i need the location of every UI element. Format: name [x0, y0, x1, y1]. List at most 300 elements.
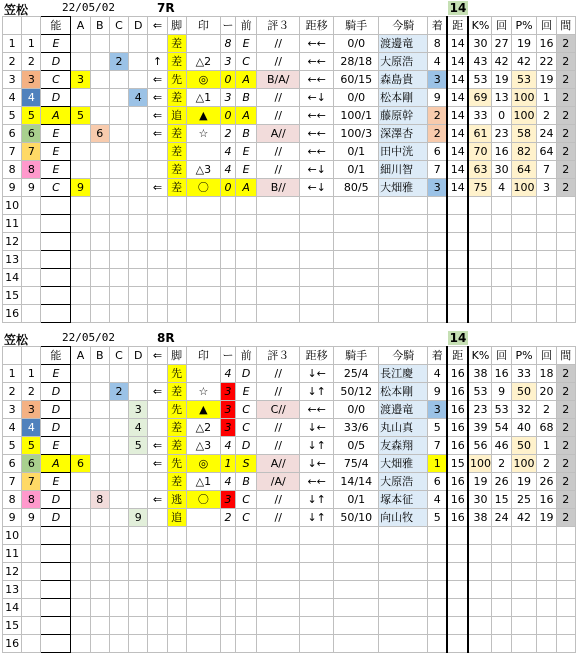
- cell-arr: ⇐: [148, 71, 167, 89]
- cell-p1: 16: [537, 491, 556, 509]
- column-header-m: ー: [221, 347, 236, 365]
- cell-mark: ◎: [186, 71, 220, 89]
- cell-arr: [148, 35, 167, 53]
- cell-m: [221, 233, 236, 251]
- cell-cur: 大畑雅: [379, 455, 428, 473]
- cell-style: [167, 581, 186, 599]
- cell-m: 1: [221, 455, 236, 473]
- cell-iv: [556, 215, 575, 233]
- cell-mark: [186, 143, 220, 161]
- cell-m: [221, 545, 236, 563]
- cell-m: 3: [221, 491, 236, 509]
- cell-mark: [186, 215, 220, 233]
- cell-a: [71, 53, 90, 71]
- cell-c: [109, 599, 128, 617]
- cell-b: [90, 287, 109, 305]
- cell-b: [90, 71, 109, 89]
- cell-p1: 26: [537, 473, 556, 491]
- cell-c: [109, 581, 128, 599]
- table-row[interactable]: [3, 179, 576, 197]
- cell-fin: [428, 635, 447, 653]
- cell-k1: 26: [492, 473, 511, 491]
- table-row[interactable]: [3, 89, 576, 107]
- cell-pp: 100: [511, 455, 537, 473]
- cell-ev: [257, 581, 300, 599]
- cell-mark: [186, 305, 220, 323]
- cell-n: 7: [3, 143, 22, 161]
- cell-fin: 2: [428, 125, 447, 143]
- cell-d: [129, 473, 148, 491]
- cell-c: [109, 107, 128, 125]
- cell-cur: 大原浩: [379, 473, 428, 491]
- cell-arr: [148, 215, 167, 233]
- cell-pp: [511, 215, 537, 233]
- cell-kp: [468, 251, 492, 269]
- cell-arr: [148, 401, 167, 419]
- cell-dm: [300, 215, 334, 233]
- cell-w: [22, 269, 41, 287]
- cell-dist: 14: [447, 161, 468, 179]
- table-row[interactable]: [3, 53, 576, 71]
- column-header-c: C: [109, 17, 128, 35]
- cell-jock: [334, 269, 379, 287]
- cell-a: [71, 161, 90, 179]
- cell-d: [129, 35, 148, 53]
- cell-n: 9: [3, 179, 22, 197]
- cell-style: 差: [167, 53, 186, 71]
- cell-k1: 13: [492, 89, 511, 107]
- column-header-style: 脚: [167, 17, 186, 35]
- cell-dist: 16: [447, 509, 468, 527]
- cell-fin: 8: [428, 35, 447, 53]
- cell-style: 差: [167, 125, 186, 143]
- cell-dm: ↓↑: [300, 491, 334, 509]
- cell-w: 8: [22, 161, 41, 179]
- cell-cur: 渡邊竜: [379, 35, 428, 53]
- cell-arr: ⇐: [148, 89, 167, 107]
- cell-k1: 46: [492, 437, 511, 455]
- cell-fin: 3: [428, 71, 447, 89]
- cell-k1: 42: [492, 53, 511, 71]
- column-header-a: A: [71, 17, 90, 35]
- table-row[interactable]: [3, 71, 576, 89]
- column-header-kp: K%: [468, 17, 492, 35]
- cell-n: 14: [3, 269, 22, 287]
- cell-jock: 14/14: [334, 473, 379, 491]
- cell-arr: ↑: [148, 53, 167, 71]
- cell-c: [109, 419, 128, 437]
- cell-c: [109, 455, 128, 473]
- cell-prev: [235, 251, 256, 269]
- cell-style: 差: [167, 35, 186, 53]
- cell-jock: 50/12: [334, 383, 379, 401]
- cell-kp: 56: [468, 437, 492, 455]
- column-header-k1: 回: [492, 17, 511, 35]
- cell-ev: B/A/: [257, 71, 300, 89]
- table-row[interactable]: [3, 491, 576, 509]
- cell-p1: [537, 527, 556, 545]
- cell-n: 14: [3, 599, 22, 617]
- column-header-mark: 印: [186, 17, 220, 35]
- cell-m: 0: [221, 179, 236, 197]
- table-row[interactable]: [3, 455, 576, 473]
- cell-mark: [186, 197, 220, 215]
- cell-a: [71, 581, 90, 599]
- race-number: 7R: [157, 1, 175, 15]
- cell-n: 3: [3, 71, 22, 89]
- cell-d: [129, 491, 148, 509]
- cell-style: 追: [167, 107, 186, 125]
- cell-cur: 松本剛: [379, 89, 428, 107]
- table-row[interactable]: [3, 143, 576, 161]
- table-row[interactable]: [3, 365, 576, 383]
- cell-iv: 2: [556, 35, 575, 53]
- column-header-prev: 前: [235, 17, 256, 35]
- cell-w: [22, 635, 41, 653]
- cell-m: 8: [221, 35, 236, 53]
- cell-iv: 2: [556, 179, 575, 197]
- cell-cur: 松本剛: [379, 383, 428, 401]
- cell-mark: [186, 635, 220, 653]
- cell-d: [129, 563, 148, 581]
- cell-prev: C: [235, 53, 256, 71]
- cell-mark: △3: [186, 437, 220, 455]
- cell-fin: 3: [428, 179, 447, 197]
- cell-iv: [556, 251, 575, 269]
- cell-k1: [492, 599, 511, 617]
- cell-m: 4: [221, 437, 236, 455]
- cell-fin: 4: [428, 53, 447, 71]
- table-row[interactable]: [3, 473, 576, 491]
- cell-style: [167, 197, 186, 215]
- race-block-7r: [0, 0, 578, 323]
- cell-ev: [257, 599, 300, 617]
- cell-b: [90, 233, 109, 251]
- cell-arr: [148, 581, 167, 599]
- cell-d: [129, 143, 148, 161]
- cell-pp: 19: [511, 473, 537, 491]
- cell-dm: ←←: [300, 143, 334, 161]
- cell-pp: [511, 233, 537, 251]
- cell-arr: [148, 251, 167, 269]
- column-header-dm: 距移: [300, 347, 334, 365]
- empty-row: [3, 527, 576, 545]
- cell-b: [90, 455, 109, 473]
- cell-style: 追: [167, 509, 186, 527]
- cell-b: [90, 305, 109, 323]
- cell-a: [71, 617, 90, 635]
- cell-dist: [447, 251, 468, 269]
- cell-d: [129, 269, 148, 287]
- cell-p1: 2: [537, 455, 556, 473]
- cell-fin: 3: [428, 401, 447, 419]
- cell-d: [129, 251, 148, 269]
- cell-w: [22, 599, 41, 617]
- cell-w: 4: [22, 419, 41, 437]
- cell-dist: [447, 581, 468, 599]
- cell-cur: 友森翔: [379, 437, 428, 455]
- cell-jock: [334, 527, 379, 545]
- cell-d: [129, 197, 148, 215]
- cell-a: [71, 215, 90, 233]
- cell-cur: [379, 197, 428, 215]
- cell-style: [167, 545, 186, 563]
- cell-w: 8: [22, 491, 41, 509]
- cell-m: [221, 251, 236, 269]
- cell-mark: [186, 527, 220, 545]
- cell-dist: [447, 233, 468, 251]
- cell-m: 4: [221, 473, 236, 491]
- cell-jock: 75/4: [334, 455, 379, 473]
- cell-fin: [428, 305, 447, 323]
- cell-d: [129, 455, 148, 473]
- cell-c: [109, 491, 128, 509]
- cell-p1: [537, 617, 556, 635]
- cell-c: [109, 179, 128, 197]
- cell-jock: [334, 635, 379, 653]
- cell-dm: ←←: [300, 71, 334, 89]
- cell-jock: 100/1: [334, 107, 379, 125]
- cell-arr: [148, 509, 167, 527]
- cell-kp: 38: [468, 365, 492, 383]
- cell-m: [221, 599, 236, 617]
- cell-dist: 14: [447, 53, 468, 71]
- cell-pp: 19: [511, 35, 537, 53]
- cell-kp: 100: [468, 455, 492, 473]
- cell-kp: 38: [468, 509, 492, 527]
- cell-iv: 2: [556, 161, 575, 179]
- cell-p1: 7: [537, 161, 556, 179]
- cell-arr: [148, 599, 167, 617]
- cell-kp: [468, 527, 492, 545]
- cell-pp: 25: [511, 491, 537, 509]
- table-row[interactable]: [3, 107, 576, 125]
- cell-b: [90, 197, 109, 215]
- cell-pp: 42: [511, 509, 537, 527]
- cell-a: [71, 635, 90, 653]
- cell-b: [90, 527, 109, 545]
- table-row[interactable]: [3, 383, 576, 401]
- cell-prev: [235, 215, 256, 233]
- cell-cur: [379, 635, 428, 653]
- cell-w: [22, 233, 41, 251]
- cell-dist: [447, 527, 468, 545]
- cell-pp: 32: [511, 401, 537, 419]
- cell-ev: //: [257, 509, 300, 527]
- cell-n: 13: [3, 581, 22, 599]
- cell-style: [167, 287, 186, 305]
- cell-pp: [511, 563, 537, 581]
- cell-c: [109, 401, 128, 419]
- cell-a: [71, 437, 90, 455]
- cell-arr: [148, 269, 167, 287]
- cell-c: [109, 71, 128, 89]
- cell-m: 4: [221, 161, 236, 179]
- cell-p1: [537, 215, 556, 233]
- cell-mark: ☆: [186, 125, 220, 143]
- cell-k1: 30: [492, 161, 511, 179]
- cell-w: [22, 305, 41, 323]
- cell-b: [90, 35, 109, 53]
- cell-fin: 5: [428, 509, 447, 527]
- cell-prev: C: [235, 491, 256, 509]
- cell-iv: 2: [556, 491, 575, 509]
- cell-p1: 1: [537, 89, 556, 107]
- cell-iv: [556, 617, 575, 635]
- entry-table: [2, 16, 576, 323]
- cell-iv: 2: [556, 437, 575, 455]
- column-header-jock: 騎手: [334, 17, 379, 35]
- cell-dm: ←←: [300, 35, 334, 53]
- cell-style: [167, 251, 186, 269]
- cell-mark: ◎: [186, 455, 220, 473]
- table-row[interactable]: [3, 125, 576, 143]
- cell-ev: [257, 305, 300, 323]
- entry-table: [2, 346, 576, 653]
- cell-n: 10: [3, 197, 22, 215]
- table-row[interactable]: [3, 437, 576, 455]
- cell-dm: [300, 527, 334, 545]
- table-row[interactable]: [3, 419, 576, 437]
- cell-pp: 40: [511, 419, 537, 437]
- cell-pp: 33: [511, 365, 537, 383]
- table-row[interactable]: [3, 35, 576, 53]
- column-header-k1: 回: [492, 347, 511, 365]
- race-header: [0, 0, 578, 16]
- race-date: 22/05/02: [62, 1, 115, 14]
- cell-ev: //: [257, 437, 300, 455]
- column-header-prev: 前: [235, 347, 256, 365]
- cell-pp: [511, 617, 537, 635]
- distance-change-badge: 14: [449, 1, 467, 15]
- cell-ev: //: [257, 143, 300, 161]
- cell-cur: 向山牧: [379, 509, 428, 527]
- cell-a: [71, 599, 90, 617]
- cell-d: [129, 125, 148, 143]
- cell-dm: ↓←: [300, 365, 334, 383]
- cell-m: [221, 215, 236, 233]
- table-row[interactable]: [3, 401, 576, 419]
- cell-kp: 23: [468, 401, 492, 419]
- cell-p1: 19: [537, 509, 556, 527]
- cell-pp: [511, 269, 537, 287]
- cell-c: [109, 143, 128, 161]
- column-header-cur: 今騎: [379, 17, 428, 35]
- cell-d: [129, 527, 148, 545]
- cell-d: [129, 617, 148, 635]
- cell-pp: [511, 251, 537, 269]
- cell-d: [129, 365, 148, 383]
- cell-b: [90, 365, 109, 383]
- cell-kp: 33: [468, 107, 492, 125]
- cell-jock: 33/6: [334, 419, 379, 437]
- cell-k1: [492, 287, 511, 305]
- cell-w: [22, 215, 41, 233]
- cell-no: [41, 233, 71, 251]
- cell-w: 2: [22, 383, 41, 401]
- cell-kp: [468, 635, 492, 653]
- cell-w: [22, 581, 41, 599]
- cell-k1: [492, 545, 511, 563]
- cell-prev: [235, 527, 256, 545]
- cell-w: 6: [22, 455, 41, 473]
- cell-prev: A: [235, 71, 256, 89]
- column-header-kp: K%: [468, 347, 492, 365]
- cell-kp: [468, 545, 492, 563]
- cell-kp: 53: [468, 383, 492, 401]
- cell-k1: 27: [492, 35, 511, 53]
- cell-pp: [511, 599, 537, 617]
- cell-n: 6: [3, 125, 22, 143]
- cell-pp: [511, 545, 537, 563]
- cell-no: E: [41, 161, 71, 179]
- cell-no: [41, 251, 71, 269]
- cell-k1: 53: [492, 401, 511, 419]
- cell-p1: [537, 581, 556, 599]
- table-header-row: [3, 347, 576, 365]
- table-row[interactable]: [3, 161, 576, 179]
- cell-prev: C: [235, 401, 256, 419]
- cell-a: [71, 305, 90, 323]
- cell-dist: 16: [447, 365, 468, 383]
- cell-c: [109, 125, 128, 143]
- table-row[interactable]: [3, 509, 576, 527]
- race-number: 8R: [157, 331, 175, 345]
- cell-a: [71, 383, 90, 401]
- cell-dist: [447, 563, 468, 581]
- cell-iv: [556, 233, 575, 251]
- cell-b: 8: [90, 491, 109, 509]
- cell-c: [109, 545, 128, 563]
- cell-jock: 80/5: [334, 179, 379, 197]
- cell-dm: [300, 305, 334, 323]
- cell-kp: [468, 305, 492, 323]
- cell-n: 7: [3, 473, 22, 491]
- cell-jock: 25/4: [334, 365, 379, 383]
- cell-c: [109, 161, 128, 179]
- cell-kp: 19: [468, 473, 492, 491]
- cell-d: 9: [129, 509, 148, 527]
- cell-no: C: [41, 179, 71, 197]
- cell-ev: [257, 215, 300, 233]
- cell-pp: 50: [511, 383, 537, 401]
- cell-k1: [492, 269, 511, 287]
- cell-b: [90, 89, 109, 107]
- cell-p1: [537, 269, 556, 287]
- cell-w: 1: [22, 365, 41, 383]
- cell-no: [41, 287, 71, 305]
- cell-prev: [235, 269, 256, 287]
- cell-style: [167, 269, 186, 287]
- cell-dm: [300, 563, 334, 581]
- column-header-no: 能: [41, 17, 71, 35]
- cell-b: 6: [90, 125, 109, 143]
- cell-b: [90, 143, 109, 161]
- cell-style: 差: [167, 419, 186, 437]
- cell-no: [41, 269, 71, 287]
- cell-p1: 68: [537, 419, 556, 437]
- cell-fin: 9: [428, 89, 447, 107]
- cell-iv: [556, 287, 575, 305]
- cell-dm: ←←: [300, 107, 334, 125]
- empty-row: [3, 197, 576, 215]
- cell-no: [41, 527, 71, 545]
- cell-arr: [148, 545, 167, 563]
- cell-n: 6: [3, 455, 22, 473]
- column-header-ev: 評３: [257, 347, 300, 365]
- cell-kp: [468, 617, 492, 635]
- cell-dm: ←←: [300, 401, 334, 419]
